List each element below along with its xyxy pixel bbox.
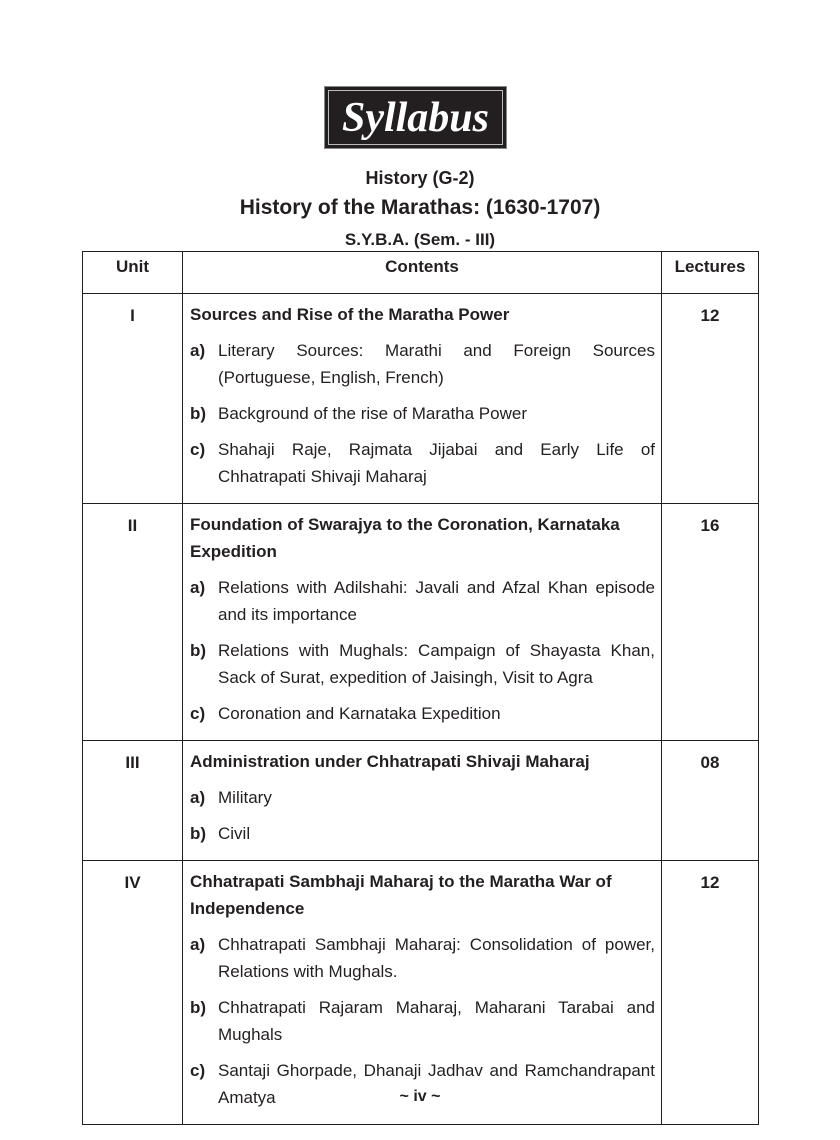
unit-cell: II — [83, 504, 183, 741]
unit-title: Chhatrapati Sambhaji Maharaj to the Maratha War of Independence — [190, 872, 612, 918]
table-row — [83, 741, 759, 861]
content-item — [190, 784, 655, 811]
content-item — [190, 574, 655, 628]
item-text: Shahaji Raje, Rajmata Jijabai and Early Life of Chhatrapati Shivaji Maharaj — [218, 440, 655, 486]
table-row — [83, 504, 759, 741]
item-label: b) — [190, 824, 207, 843]
unit-title: Foundation of Swarajya to the Coronation, Karnataka Expedition — [190, 515, 620, 561]
lectures-cell: 12 — [662, 861, 759, 1125]
unit-cell: I — [83, 294, 183, 504]
lectures-cell: 08 — [662, 741, 759, 861]
item-text: Santaji Ghorpade, Dhanaji Jadhav and Ramchandrapant Amatya — [218, 1061, 655, 1107]
header-unit: Unit — [83, 252, 183, 294]
item-text: Relations with Adilshahi: Javali and Afzal Khan episode and its importance — [218, 578, 655, 624]
table-row — [83, 294, 759, 504]
contents-cell — [183, 504, 662, 741]
item-text: Chhatrapati Rajaram Maharaj, Maharani Tarabai and Mughals — [218, 998, 655, 1044]
item-label: c) — [190, 704, 206, 723]
syllabus-table — [82, 251, 759, 1125]
subject-heading: History (G-2) — [365, 168, 475, 188]
item-text: Literary Sources: Marathi and Foreign Sources (Portuguese, English, French) — [218, 341, 655, 387]
unit-cell: IV — [83, 861, 183, 1125]
item-label: b) — [190, 641, 207, 660]
content-item — [190, 994, 655, 1048]
content-item — [190, 337, 655, 391]
item-label: a) — [190, 935, 206, 954]
item-label: c) — [190, 1061, 206, 1080]
content-item — [190, 931, 655, 985]
item-label: b) — [190, 998, 207, 1017]
syllabus-logo — [324, 86, 507, 149]
content-item — [190, 820, 655, 847]
contents-cell — [183, 294, 662, 504]
lectures-cell: 12 — [662, 294, 759, 504]
page-number: ~ iv ~ — [399, 1088, 441, 1105]
item-text: Relations with Mughals: Campaign of Shayasta Khan, Sack of Surat, expedition of Jaisingh, Visit to Agra — [218, 641, 655, 687]
item-label: a) — [190, 341, 206, 360]
lectures-cell: 16 — [662, 504, 759, 741]
header-contents: Contents — [183, 252, 662, 294]
unit-title: Administration under Chhatrapati Shivaji Maharaj — [190, 752, 590, 771]
item-label: c) — [190, 440, 206, 459]
item-text: Background of the rise of Maratha Power — [218, 404, 527, 423]
content-item — [190, 400, 655, 427]
class-heading: S.Y.B.A. (Sem. - III) — [344, 230, 496, 249]
contents-cell — [183, 861, 662, 1125]
unit-cell: III — [83, 741, 183, 861]
logo-text: Syllabus — [341, 94, 490, 141]
item-label: a) — [190, 578, 206, 597]
item-text: Chhatrapati Sambhaji Maharaj: Consolidation of power, Relations with Mughals. — [218, 935, 655, 981]
content-item — [190, 700, 655, 727]
item-text: Civil — [218, 824, 251, 843]
header-lectures: Lectures — [662, 252, 759, 294]
table-row — [83, 861, 759, 1125]
contents-cell — [183, 741, 662, 861]
content-item — [190, 637, 655, 691]
paper-title: History of the Marathas: (1630-1707) — [239, 196, 601, 219]
unit-title: Sources and Rise of the Maratha Power — [190, 305, 510, 324]
item-text: Military — [218, 788, 272, 807]
content-item — [190, 436, 655, 490]
item-text: Coronation and Karnataka Expedition — [218, 704, 501, 723]
item-label: b) — [190, 404, 207, 423]
item-label: a) — [190, 788, 206, 807]
